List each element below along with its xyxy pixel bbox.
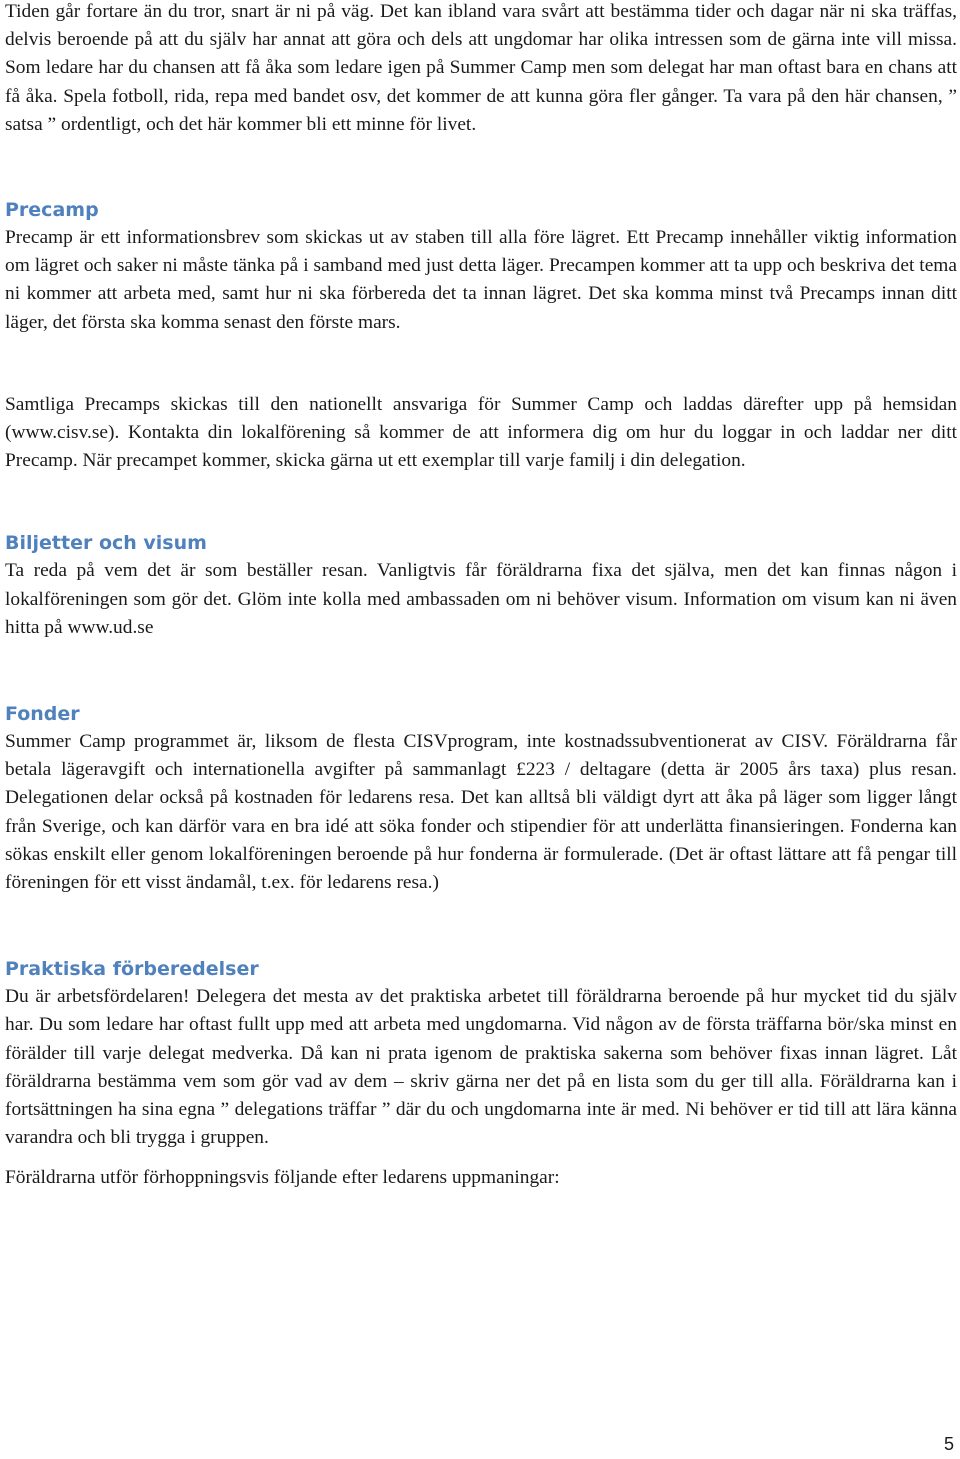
heading-praktiska-forberedelser: Praktiska förberedelser	[5, 958, 259, 981]
section-praktiska	[5, 955, 957, 1192]
precamp-distribution-paragraph: Samtliga Precamps skickas till den nationellt ansvariga för Summer Camp och laddas därefter upp på hemsidan (www.cisv.se). Kontakta din lokalförening så kommer de att informera dig om hur du loggar in och laddar ner ditt Precamp. När precampet kommer, skicka gärna ut ett exemplar till varje familj i din delegation.	[5, 393, 957, 472]
biljetter-paragraph: Ta reda på vem det är som beställer resan. Vanligtvis får föräldrarna fixa det själva, men det kan finnas någon i lokalföreningen som gör det. Glöm inte kolla med ambassaden om ni behöver visum. Information om visum kan ni även hitta på www.ud.se	[5, 560, 957, 638]
intro-paragraph: Tiden går fortare än du tror, snart är ni på väg. Det kan ibland vara svårt att bestämma tider och dagar när ni ska träffas, delvis beroende på att du själv har annat att göra och dels att ungdomar har olika intressen som de gärna inte vill missa. Som ledare har du chansen att få åka som ledare igen på Summer Camp men som delegat har man oftast bara en chans att få åka. Spela fotboll, rida, repa med bandet osv, det kommer de att kunna göra fler gånger. Ta vara på den här chansen, ” satsa ” ordentligt, och det här kommer bli ett minne för livet.	[5, 1, 957, 135]
page-number: 5	[943, 1434, 954, 1454]
praktiska-paragraph: Du är arbetsfördelaren! Delegera det mesta av det praktiska arbetet till föräldrarna beroende på hur mycket tid du själv har. Du som ledare har oftast fullt upp med att arbeta med ungdomarna. Vid någon av de första träffarna bör/ska minst en förälder till varje delegat medverka. Då kan ni prata igenom de praktiska sakerna som behöver fixas innan lägret. Låt föräldrarna bestämma vem som gör vad av dem – skriv gärna ner det på en lista som du ger till alla. Föräldrarna kan i fortsättningen ha sina egna ” delegations träffar ” där du och ungdomarna inte är med. Ni behöver er tid till att lära känna varandra och bli trygga i gruppen.	[5, 986, 957, 1149]
section-fonder	[5, 700, 957, 897]
section-precamp	[5, 196, 957, 475]
section-biljetter	[5, 529, 957, 642]
heading-biljetter-och-visum: Biljetter och visum	[5, 532, 207, 555]
document-page	[5, 0, 957, 1193]
precamp-paragraph: Precamp är ett informationsbrev som skickas ut av staben till alla före lägret. Ett Precamp innehåller viktig information om lägret och saker ni måste tänka på i samband med just detta läger. Precampen kommer att ta upp och beskriva det tema ni kommer att arbeta med, samt hur ni ska förbereda det ta innan lägret. Det ska komma minst två Precamps innan ditt läger, det första ska komma senast den förste mars.	[5, 227, 957, 333]
fonder-paragraph: Summer Camp programmet är, liksom de flesta CISVprogram, inte kostnadssubventionerat av CISV. Föräldrarna får betala lägeravgift och internationella avgifter på sammanlagt £223 / deltagare (detta är 2005 års taxa) plus resan. Delegationen delar också på kostnaden för ledarens resa. Det kan alltså bli väldigt dyrt att åka på läger som ligger långt från Sverige, och kan därför vara en bra idé att söka fonder och stipendier för att underlätta finansieringen. Fonderna kan sökas enskilt eller genom lokalföreningen beroende på hur fonderna är formulerade. (Det är oftast lättare att få pengar till föreningen för ett visst ändamål, t.ex. för ledarens resa.)	[5, 731, 957, 894]
heading-fonder: Fonder	[5, 703, 80, 726]
praktiska-followup-paragraph: Föräldrarna utför förhoppningsvis följande efter ledarens uppmaningar:	[5, 1167, 560, 1189]
heading-precamp: Precamp	[5, 199, 99, 222]
